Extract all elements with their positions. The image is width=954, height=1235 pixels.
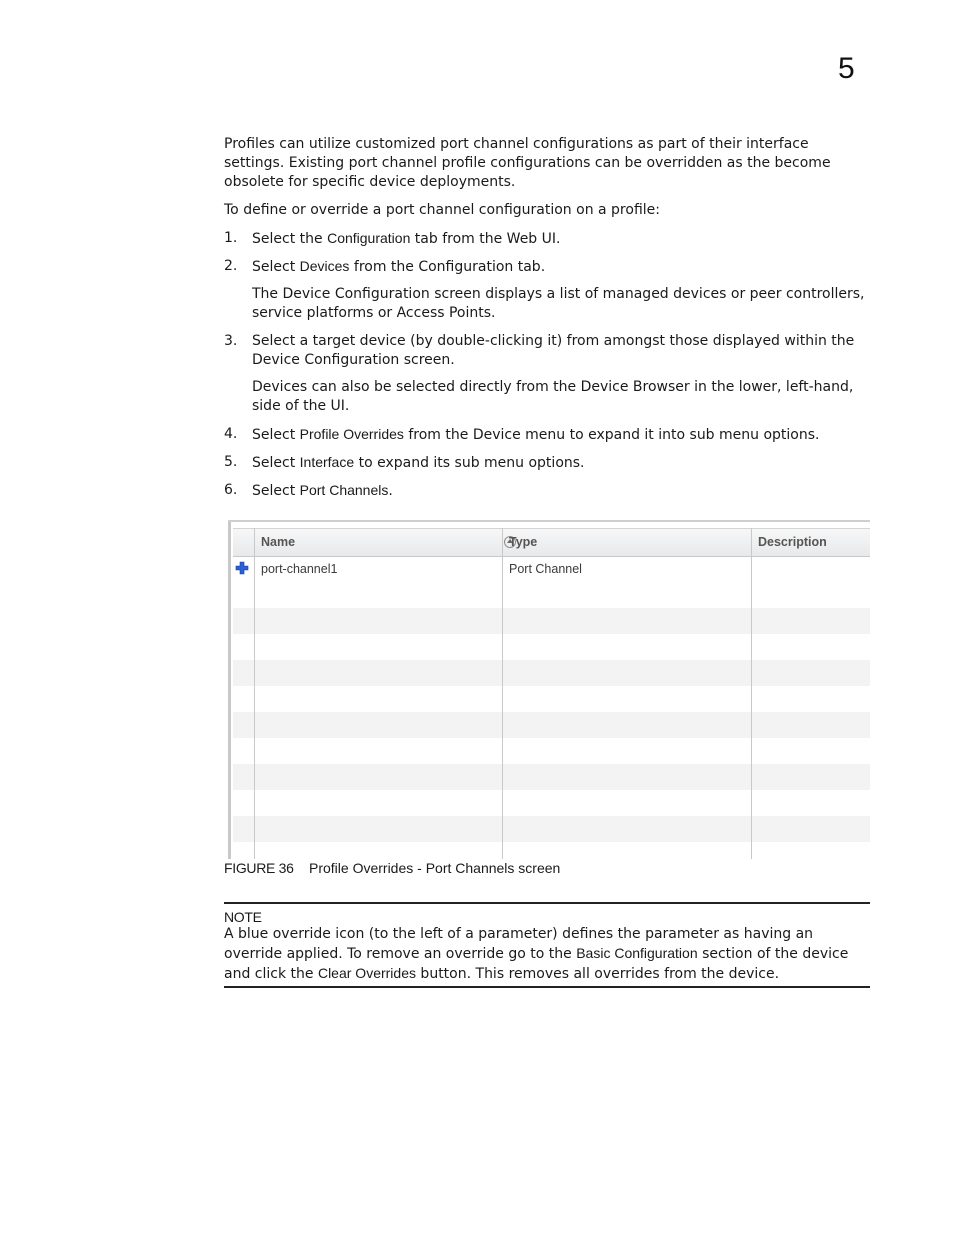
cell-name: port-channel1 <box>261 562 338 576</box>
port-channels-table <box>228 520 870 859</box>
note-text: A blue override icon (to the left of a parameter) defines the parameter as having an override applied. To remove an override go to the Basic Configuration section of the device and click the Clear Overrides button. This removes all overrides from the device. <box>224 926 849 982</box>
column-header-type[interactable]: Type <box>509 535 538 549</box>
column-header-description[interactable]: Description <box>758 535 827 549</box>
column-header-name[interactable]: Name <box>254 529 502 556</box>
empty-row <box>233 738 870 764</box>
figure-label: FIGURE 36 <box>224 860 294 876</box>
cell-type: Port Channel <box>509 562 582 576</box>
ui-term: Configuration <box>327 230 411 246</box>
empty-row <box>233 764 870 790</box>
cell-description <box>751 556 870 582</box>
table-left-edge <box>228 522 231 859</box>
ui-term: Port Channels <box>299 482 389 498</box>
empty-row <box>233 634 870 660</box>
empty-row <box>233 608 870 634</box>
lead-in: To define or override a port channel configuration on a profile: <box>224 202 660 218</box>
column-divider <box>502 528 503 859</box>
table-header <box>233 528 870 557</box>
ui-term: Clear Overrides <box>317 965 416 981</box>
empty-row <box>233 816 870 842</box>
empty-row <box>233 712 870 738</box>
empty-row <box>233 582 870 608</box>
empty-row <box>233 660 870 686</box>
note-label: NOTE <box>224 909 262 925</box>
note-box <box>224 902 870 988</box>
table-row[interactable] <box>233 556 870 582</box>
ui-term: Profile Overrides <box>299 426 404 442</box>
figure-title: Profile Overrides - Port Channels screen <box>309 860 561 876</box>
empty-row <box>233 686 870 712</box>
intro-paragraph: Profiles can utilize customized port channel configurations as part of their interface settings. Existing port channel profile configurations can be overridden as the become obsolete for specific device deployments. <box>224 136 831 190</box>
empty-row <box>233 790 870 816</box>
chapter-number: 5 <box>838 52 855 85</box>
ui-term: Interface <box>299 454 355 470</box>
empty-row <box>233 842 870 859</box>
ui-term: Basic Configuration <box>576 945 698 961</box>
step-2-detail: The Device Configuration screen displays a list of managed devices or peer controllers, service platforms or Access Points. <box>252 286 865 321</box>
ui-term: Devices <box>299 258 350 274</box>
column-divider <box>254 528 255 859</box>
step-3-detail: Devices can also be selected directly from the Device Browser in the lower, left-hand, side of the UI. <box>252 379 854 414</box>
column-divider <box>751 528 752 859</box>
override-icon[interactable] <box>235 561 249 575</box>
